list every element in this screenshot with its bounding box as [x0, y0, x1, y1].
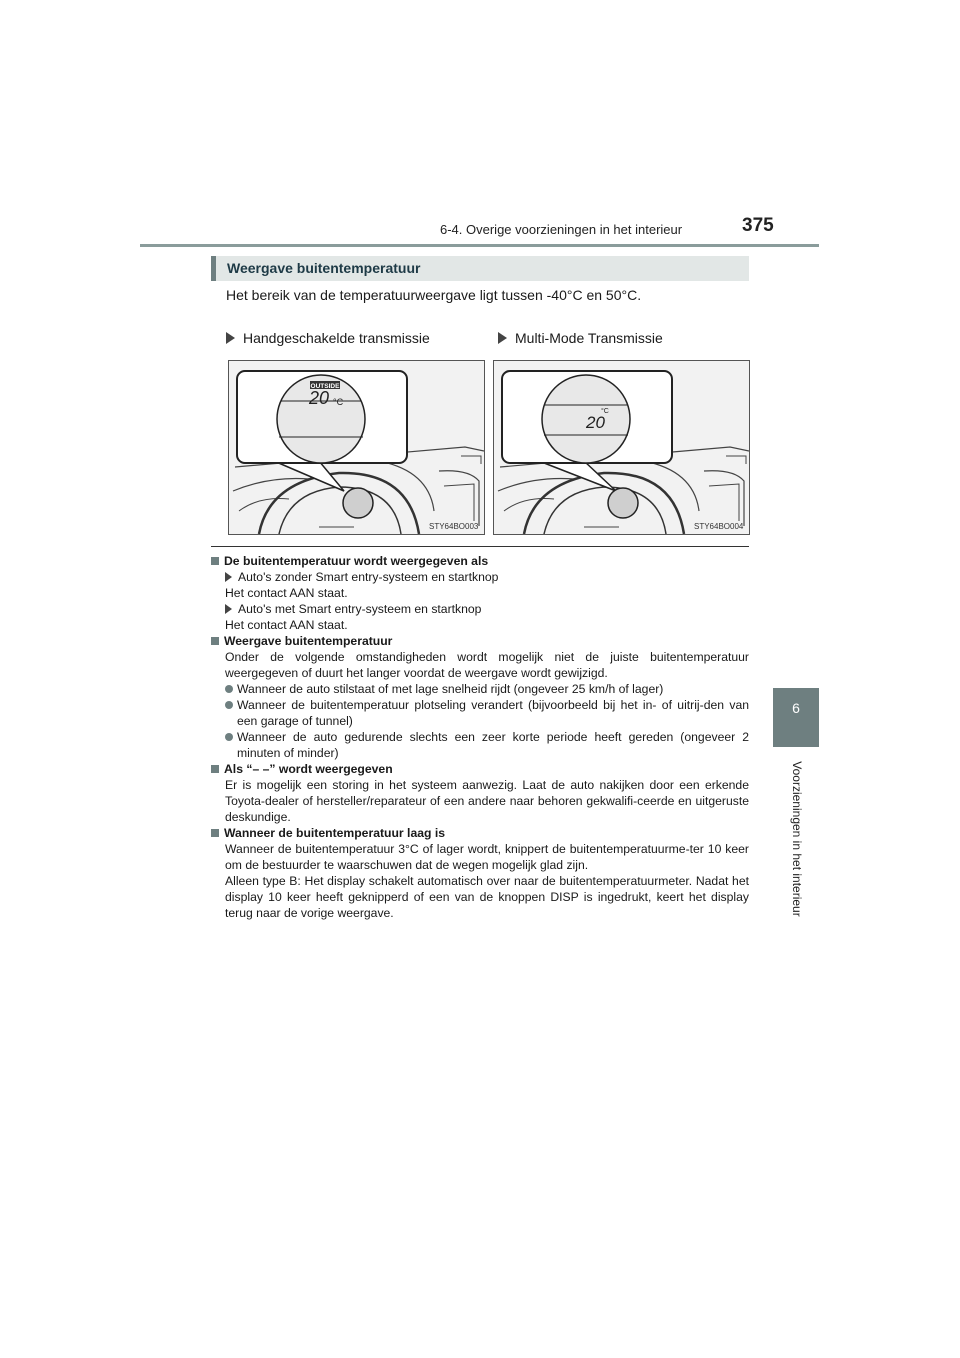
figure-label-mmt-text: Multi-Mode Transmissie: [515, 330, 663, 346]
figure-code: STY64BO003: [429, 522, 479, 531]
heading-low-temp: Wanneer de buitentemperatuur laag is: [211, 825, 749, 841]
condition-no-smart-entry-detail: Het contact AAN staat.: [225, 586, 348, 600]
display-bullet-2: Wanneer de buitentemperatuur plotseling verandert (bijvoorbeeld bij het in- of uitrij-den van een garage of tunnel): [211, 697, 749, 729]
heading-when-shown: De buitentemperatuur wordt weergegeven als: [211, 553, 749, 569]
condition-smart-entry-text: Auto's met Smart entry-systeem en startknop: [238, 602, 482, 616]
triangle-marker-icon: [225, 604, 232, 614]
display-bullet-3: Wanneer de auto gedurende slechts een zeer korte periode heeft gereden (ongeveer 2 minuten of minder): [211, 729, 749, 761]
page-number: 375: [742, 215, 774, 236]
outside-temp-unit: °C: [333, 397, 344, 407]
section-title-bar: [211, 256, 749, 281]
condition-smart-entry-detail: Het contact AAN staat.: [225, 618, 348, 632]
section-title: Weergave buitentemperatuur: [227, 260, 421, 276]
header-rule: [140, 244, 819, 247]
display-bullet-1: Wanneer de auto stilstaat of met lage snelheid rijdt (ongeveer 25 km/h of lager): [211, 681, 749, 697]
header-section-title: 6-4. Overige voorzieningen in het interieur: [440, 222, 683, 237]
triangle-marker-icon: [225, 572, 232, 582]
section-bar-accent: [211, 256, 216, 281]
figure-label-manual-text: Handgeschakelde transmissie: [243, 330, 430, 346]
chapter-side-label: [782, 754, 812, 924]
condition-no-smart-entry-text: Auto's zonder Smart entry-systeem en startknop: [238, 570, 499, 584]
chapter-side-text: Voorzieningen in het interieur: [790, 761, 804, 917]
condition-smart-entry: [211, 601, 749, 617]
body-content: [211, 553, 749, 921]
chapter-tab: 6: [773, 688, 819, 747]
display-text: Onder de volgende omstandigheden wordt mogelijk niet de juiste buitentemperatuur weergegeven of duurt het langer voordat de weergave wordt gewijzigd.: [225, 650, 749, 680]
figure-label-manual: [226, 330, 430, 346]
condition-no-smart-entry: [211, 569, 749, 585]
outside-temp-value: 20: [586, 413, 605, 432]
figure-manual-transmission: [228, 360, 485, 535]
dashes-text: Er is mogelijk een storing in het systeem aanwezig. Laat de auto nakijken door een erkende Toyota-dealer of hersteller/reparateur of een andere naar behoren gekwalifi-ceerde en uitgeruste deskundige.: [225, 778, 749, 824]
triangle-marker-icon: [226, 332, 235, 344]
low-temp-text-1: Wanneer de buitentemperatuur 3°C of lager wordt, knippert de buitentemperatuurme-ter 10 keer om de bestuurder te waarschuwen dat de wegen mogelijk glad zijn.: [225, 842, 749, 872]
intro-text: Het bereik van de temperatuurweergave ligt tussen -40°C en 50°C.: [226, 287, 642, 303]
figure-bottom-rule: [211, 546, 749, 547]
dashboard-illustration-mmt: [494, 361, 749, 534]
figure-label-mmt: [498, 330, 663, 346]
heading-dashes: Als “– –” wordt weergegeven: [211, 761, 749, 777]
outside-temp-value: 20: [309, 388, 330, 408]
figure-code: STY64BO004: [694, 522, 744, 531]
dashboard-illustration-manual: [229, 361, 484, 534]
figure-multimode-transmission: [493, 360, 750, 535]
outside-temp-unit: °C: [601, 408, 609, 415]
low-temp-text-2: Alleen type B: Het display schakelt automatisch over naar de buitentemperatuurmeter. Nadat het display 10 keer heeft geknipperd of een van de knoppen DISP is ingedrukt, keert het display terug naar de vorige weergave.: [225, 874, 749, 920]
heading-display: Weergave buitentemperatuur: [211, 633, 749, 649]
triangle-marker-icon: [498, 332, 507, 344]
outside-caption: OUTSIDE: [310, 383, 340, 390]
